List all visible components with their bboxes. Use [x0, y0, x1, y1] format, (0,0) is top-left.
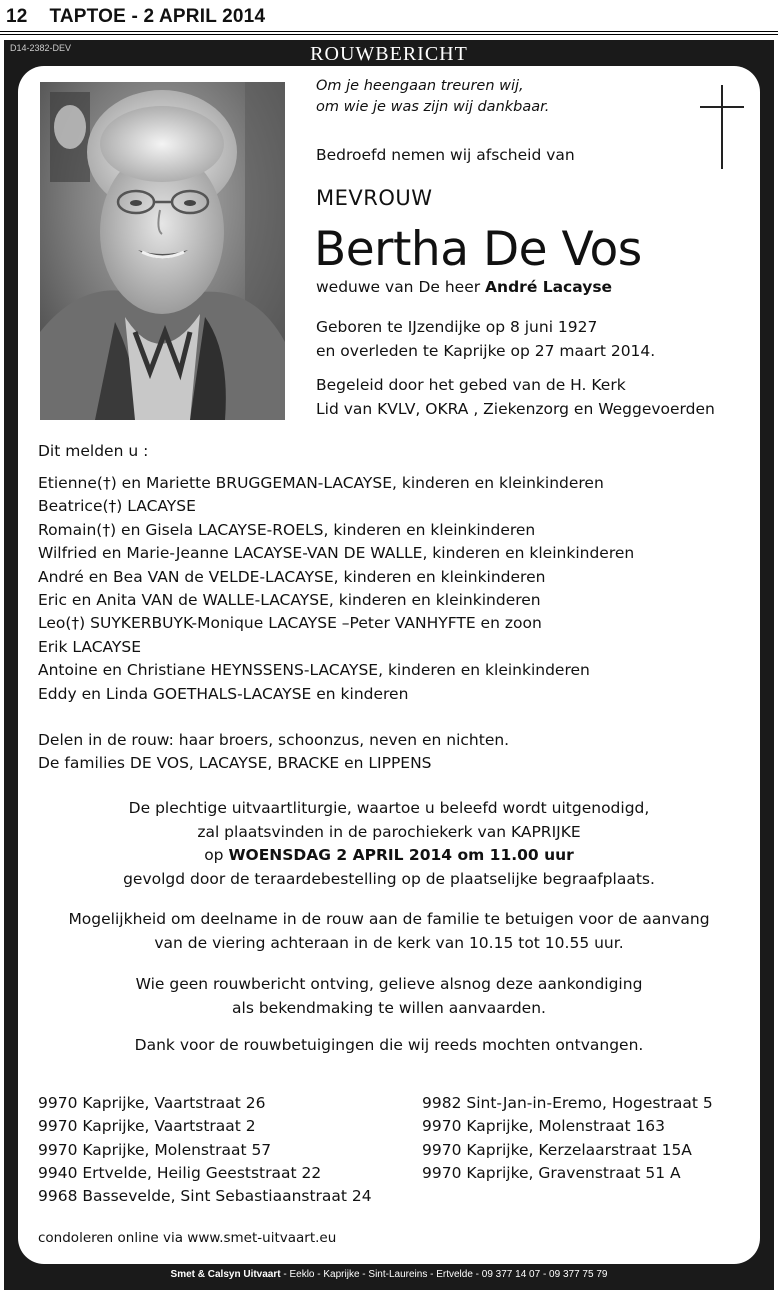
motto: [316, 76, 549, 118]
family-item: Leo(†) SUYKERBUYK-Monique LACAYSE –Peter VANHYFTE en zoon: [38, 614, 542, 633]
address-item: 9970 Kaprijke, Gravenstraat 51 A: [422, 1163, 681, 1182]
family-item: Beatrice(†) LACAYSE: [38, 497, 196, 516]
address-item: 9970 Kaprijke, Molenstraat 163: [422, 1117, 666, 1136]
no-card-line: als bekendmaking te willen aanvaarden.: [232, 998, 546, 1017]
funeral-home-name: Smet & Calsyn Uitvaart: [170, 1269, 281, 1280]
funeral-date: WOENSDAG 2 APRIL 2014 om 11.00 uur: [228, 846, 574, 864]
portrait-photo: [40, 82, 285, 420]
funeral-home-details: - Eeklo - Kaprijke - Sint-Laureins - Ertvelde - 09 377 14 07 - 09 377 75 79: [280, 1269, 608, 1280]
address-item: 9968 Bassevelde, Sint Sebastiaanstraat 24: [38, 1187, 372, 1206]
thanks-line: Dank voor de rouwbetuigingen die wij reeds mochten ontvangen.: [134, 1036, 644, 1054]
widow-line: [316, 278, 612, 296]
deceased-name: Bertha De Vos: [314, 222, 642, 277]
publication-title: TAPTOE - 2 APRIL 2014: [49, 6, 266, 27]
no-card-note: [18, 973, 760, 1020]
family-item: Eddy en Linda GOETHALS-LACAYSE en kinderen: [38, 684, 409, 703]
address-item: 9970 Kaprijke, Kerzelaarstraat 15A: [422, 1140, 692, 1159]
header-rule-2: [0, 34, 778, 35]
online-condolence-link[interactable]: condoleren online via www.smet-uitvaart.eu: [38, 1230, 337, 1246]
address-list-left: [38, 1092, 372, 1208]
funeral-home-footer: [0, 1269, 778, 1280]
family-item: Romain(†) en Gisela LACAYSE-ROELS, kinderen en kleinkinderen: [38, 520, 536, 539]
church-line: Begeleid door het gebed van de H. Kerk: [316, 376, 626, 394]
family-item: Erik LACAYSE: [38, 637, 142, 656]
funeral-datetime: [18, 844, 760, 868]
address-item: 9970 Kaprijke, Vaartstraat 2: [38, 1117, 256, 1136]
mourning-line: De families DE VOS, LACAYSE, BRACKE en LIPPENS: [38, 754, 432, 773]
family-list: [38, 472, 634, 706]
condolence-info: [18, 908, 760, 955]
page-number: 12: [6, 6, 28, 27]
church-info: [316, 373, 715, 421]
address-item: 9970 Kaprijke, Vaartstraat 26: [38, 1094, 266, 1112]
mourning-block: [38, 729, 509, 776]
family-item: Antoine en Christiane HEYNSSENS-LACAYSE, kinderen en kleinkinderen: [38, 661, 590, 680]
family-item: Wilfried en Marie-Jeanne LACAYSE-VAN DE WALLE, kinderen en kleinkinderen: [38, 544, 635, 563]
membership-line: Lid van KVLV, OKRA , Ziekenzorg en Weggevoerden: [316, 400, 715, 418]
funeral-line: zal plaatsvinden in de parochiekerk van KAPRIJKE: [197, 822, 581, 841]
address-item: 9982 Sint-Jan-in-Eremo, Hogestraat 5: [422, 1094, 713, 1112]
ad-code: D14-2382-DEV: [10, 43, 72, 53]
funeral-date-prefix: op: [204, 846, 229, 864]
ad-title: ROUWBERICHT: [310, 43, 468, 65]
family-item: André en Bea VAN de VELDE-LACAYSE, kinderen en kleinkinderen: [38, 567, 546, 586]
death-line: en overleden te Kaprijke op 27 maart 2014.: [316, 342, 656, 360]
family-item: Eric en Anita VAN de WALLE-LACAYSE, kinderen en kleinkinderen: [38, 590, 541, 609]
address-list-right: [422, 1092, 713, 1185]
motto-line: Om je heengaan treuren wij,: [316, 78, 524, 94]
header-rule: [0, 31, 778, 32]
funeral-info: [18, 797, 760, 891]
birth-line: Geboren te IJzendijke op 8 juni 1927: [316, 318, 598, 336]
family-item: Etienne(†) en Mariette BRUGGEMAN-LACAYSE, kinderen en kleinkinderen: [38, 474, 604, 492]
spouse-name: André Lacayse: [485, 278, 613, 296]
mourning-line: Delen in de rouw: haar broers, schoonzus, neven en nichten.: [38, 731, 510, 749]
funeral-line: De plechtige uitvaartliturgie, waartoe u beleefd wordt uitgenodigd,: [128, 799, 650, 817]
salutation: MEVROUW: [316, 186, 433, 210]
no-card-line: Wie geen rouwbericht ontving, gelieve alsnog deze aankondiging: [135, 975, 643, 993]
intro-text: Bedroefd nemen wij afscheid van: [316, 146, 575, 164]
widow-prefix: weduwe van De heer: [316, 278, 486, 296]
condolence-line: van de viering achteraan in de kerk van 10.15 tot 10.55 uur.: [154, 933, 624, 952]
life-dates: [316, 315, 655, 363]
condolence-line: Mogelijkheid om deelname in de rouw aan de familie te betuigen voor de aanvang: [68, 910, 710, 928]
announce-heading: Dit melden u :: [38, 442, 149, 460]
funeral-line: gevolgd door de teraardebestelling op de plaatselijke begraafplaats.: [123, 869, 655, 888]
address-item: 9970 Kaprijke, Molenstraat 57: [38, 1140, 272, 1159]
latin-cross-icon: [700, 85, 744, 169]
page-header: [6, 6, 265, 28]
motto-line: om wie je was zijn wij dankbaar.: [316, 99, 550, 115]
address-item: 9940 Ertvelde, Heilig Geeststraat 22: [38, 1163, 322, 1182]
